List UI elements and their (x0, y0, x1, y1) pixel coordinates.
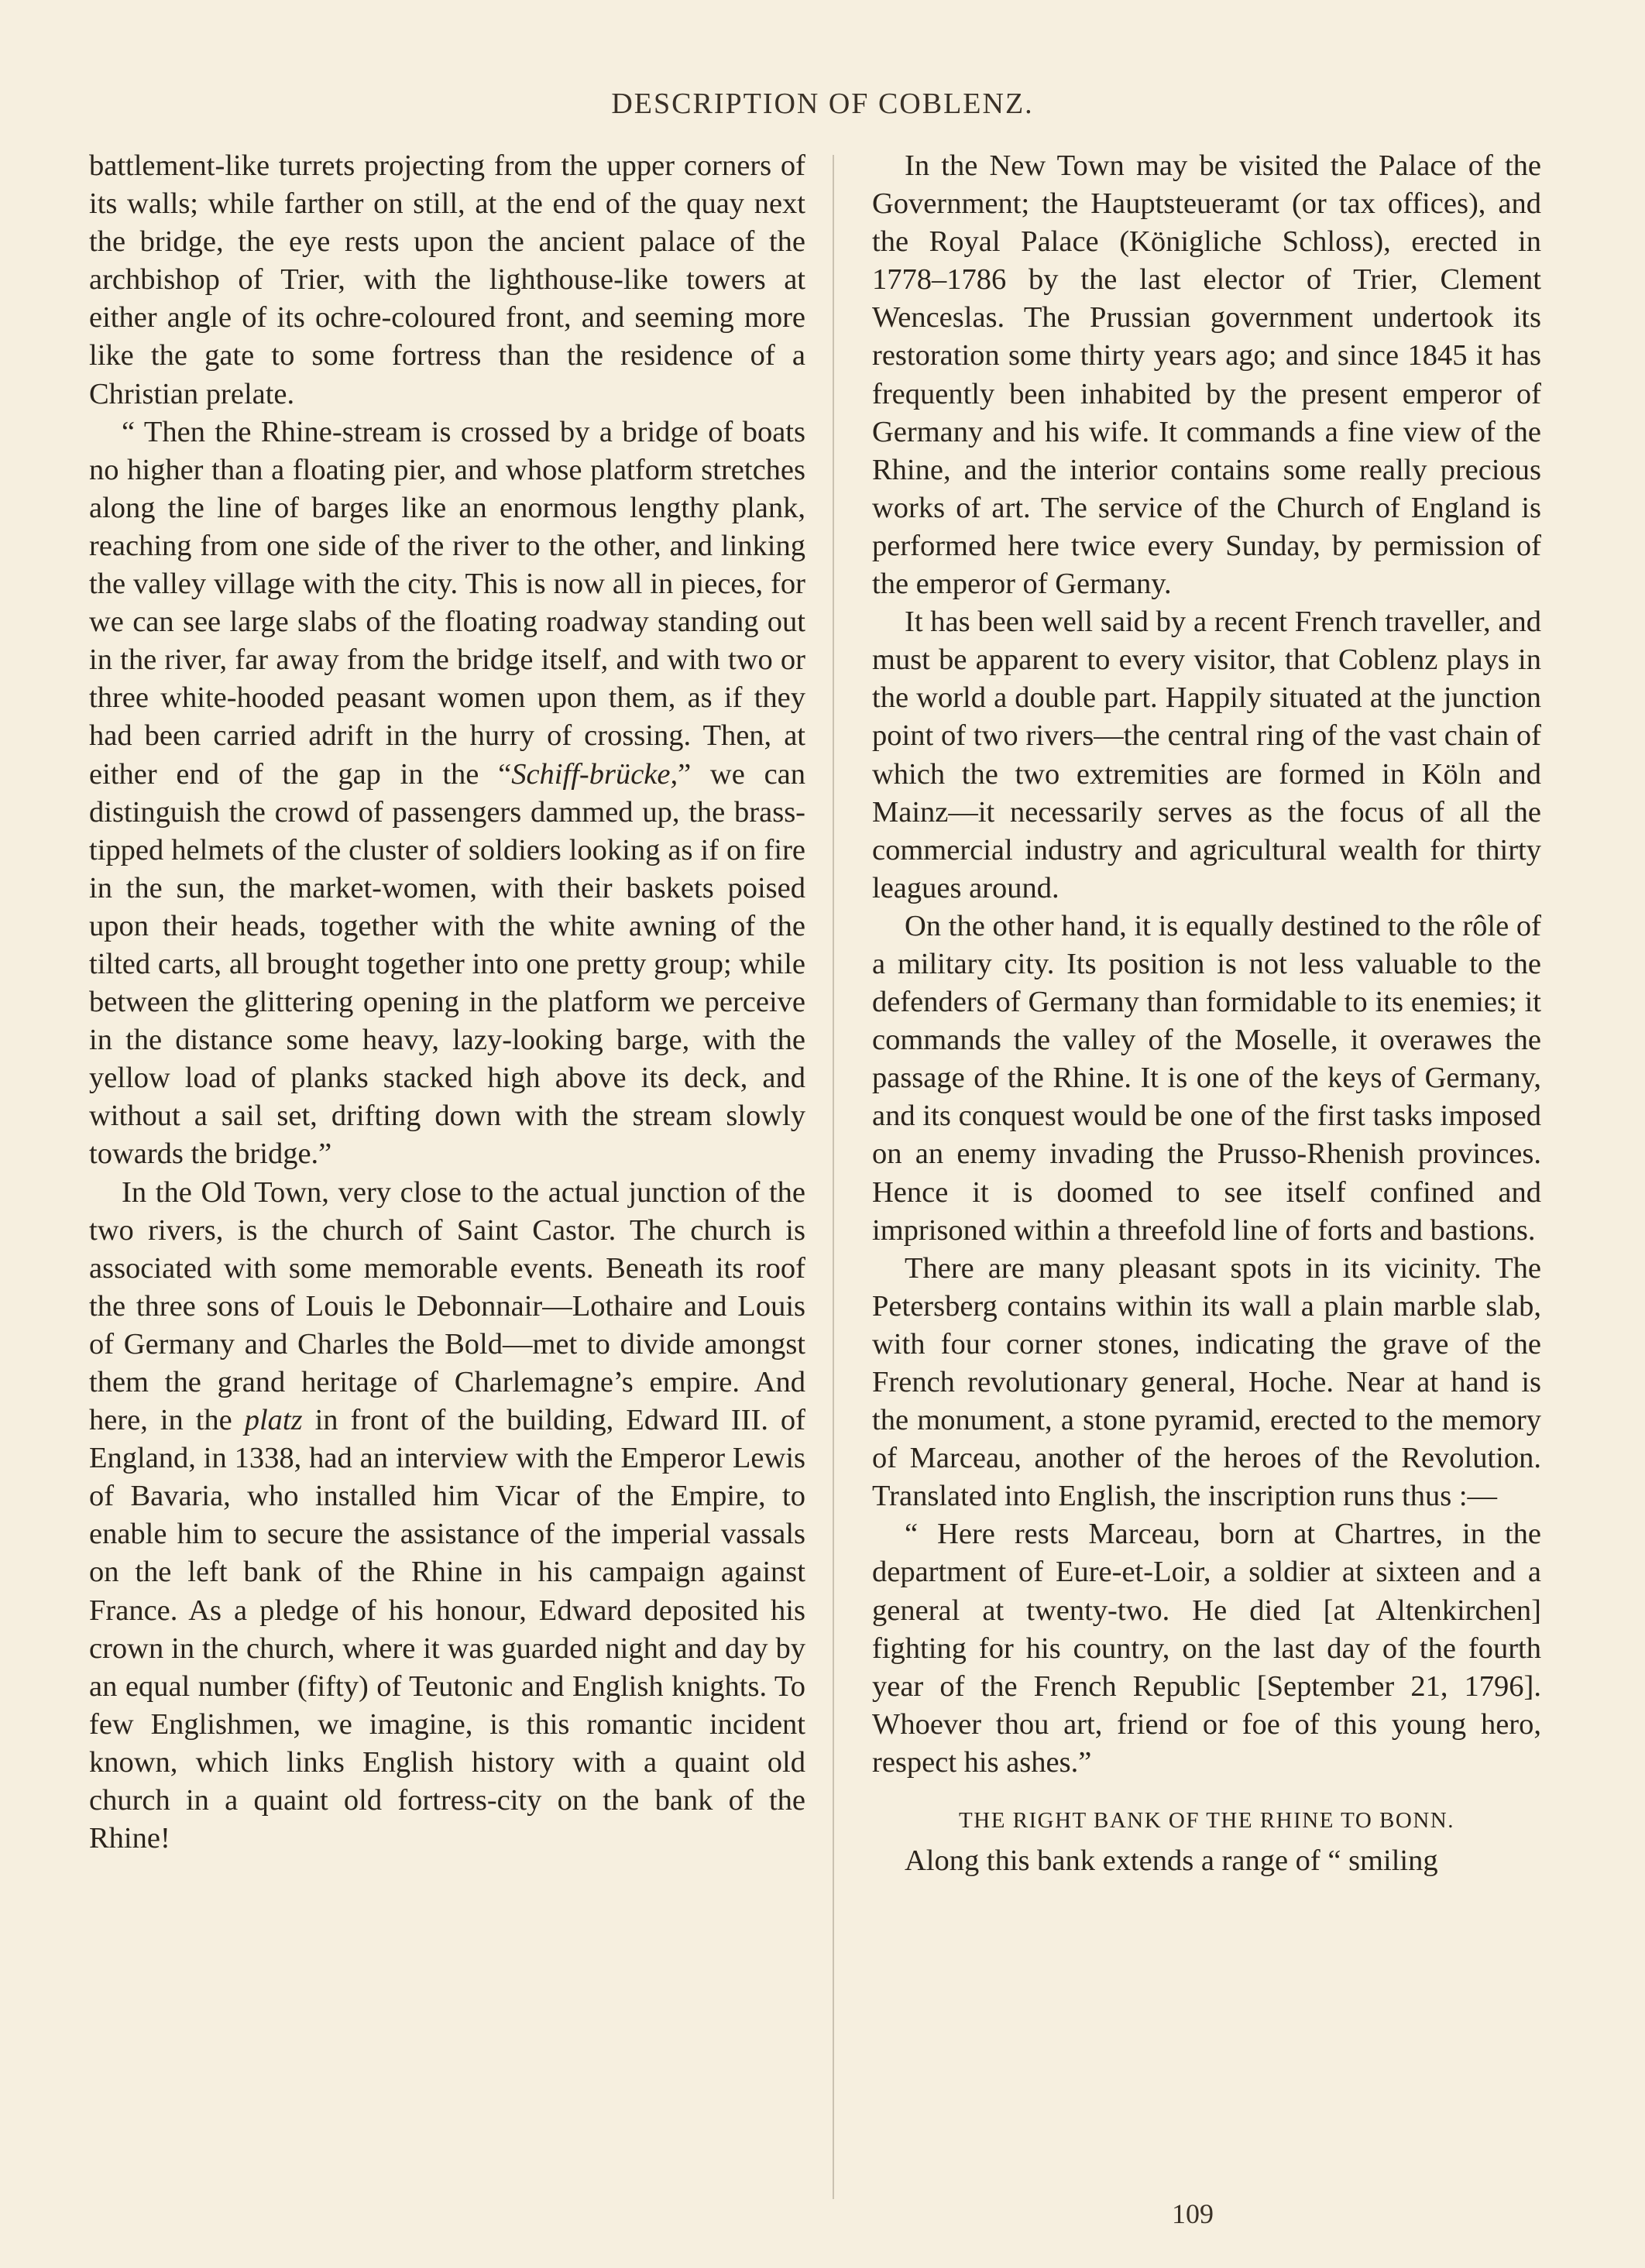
column-rule (833, 155, 834, 2199)
page-number: 109 (1172, 2198, 1214, 2229)
paragraph: “ Here rests Marceau, born at Chartres, in the department of Eure-et-Loir, a soldier at sixteen and a general at twenty-two. He died [at Altenkirchen] fighting for his country, on the last day of the fourth year of the French Republic [September 21, 1796]. Whoever thou art, friend or foe of this young hero, respect his ashes.” (872, 1518, 1541, 1779)
paragraph: battlement-like turrets projecting from the upper corners of its walls; while farther on still, at the end of the quay next the bridge, the eye rests upon the ancient palace of the archbishop of Trier, with the lighthouse-like towers at either angle of its ochre-coloured front, and seeming more like the gate to some fortress than the residence of a Christian prelate. (89, 149, 805, 410)
paragraph: In the New Town may be visited the Palace of the Government; the Hauptsteueramt (or tax offices), and the Royal Palace (Königliche Schloss), erected in 1778–1786 by the last elector of Trier, Clement Wenceslas. The Prussian government undertook its restoration some thirty years ago; and since 1845 it has frequently been inhabited by the present emperor of Germany and his wife. It commands a fine view of the Rhine, and the interior contains some really precious works of art. The service of the Church of England is performed here twice every Sunday, by permission of the emperor of Germany. (872, 149, 1541, 601)
running-head: DESCRIPTION OF COBLENZ. (611, 87, 1034, 120)
paragraph (89, 1174, 805, 1858)
italic-term: platz (244, 1404, 303, 1437)
section-heading: THE RIGHT BANK OF THE RHINE TO BONN. (959, 1808, 1454, 1834)
left-column (89, 147, 805, 1858)
paragraph: There are many pleasant spots in its vicinity. The Petersberg contains within its wall a plain marble slab, with four corner stones, indicating the grave of the French revolutionary general, Hoche. Near at hand is the monument, a stone pyramid, erected to the memory of Marceau, another of the heroes of the Revolution. Translated into English, the inscription runs thus :— (872, 1251, 1541, 1513)
text-run: in front of the building, Edward III. of England, in 1338, had an interview with the Emperor Lewis of Bavaria, who installed him Vicar of the Empire, to enable him to secure the assistance of the imperial vassals on the left bank of the Rhine in his campaign against France. As a pledge of his honour, Edward deposited his crown in the church, where it was guarded night and day by an equal number (fifty) of Teutonic and English knights. To few Englishmen, we imagine, is this romantic incident known, which links English history with a quaint old church in a quaint old fortress-city on the bank of the Rhine! (89, 1404, 805, 1855)
text-run: ” we can distinguish the crowd of passengers dammed up, the brass-tipped helmets of the cluster of soldiers looking as if on fire in the sun, the market-women, with their baskets poised upon their heads, together with the white awning of the tilted carts, all brought together into one pretty group; while between the glittering opening in the platform we perceive in the distance some heavy, lazy-looking barge, with the yellow load of planks stacked high above its deck, and without a sail set, drifting down with the stream slowly towards the bridge.” (89, 757, 805, 1171)
paragraph: On the other hand, it is equally destined to the rôle of a military city. Its position is not less valuable to the defenders of Germany than formidable to its enemies; it commands the valley of the Moselle, it overawes the passage of the Rhine. It is one of the keys of Germany, and its conquest would be one of the first tasks imposed on an enemy invading the Prusso-Rhenish provinces. Hence it is doomed to see itself confined and imprisoned within a threefold line of forts and bastions. (872, 909, 1541, 1247)
text-run: In the Old Town, very close to the actual junction of the two rivers, is the church of Saint Castor. The church is associated with some memorable events. Beneath its roof the three sons of Louis le Debonnair—Lothaire and Louis of Germany and Charles the Bold—met to divide amongst them the grand heritage of Charlemagne’s empire. And here, in the (89, 1175, 805, 1437)
italic-term: Schiff-brücke, (511, 757, 678, 791)
text-run: “ Then the Rhine-stream is crossed by a bridge of boats no higher than a floating pier, and whose platform stretches along the line of barges like an enormous lengthy plank, reaching from one side of the river to the other, and linking the valley village with the city. This is now all in pieces, for we can see large slabs of the floating roadway standing out in the river, far away from the bridge itself, and with two or three white-hooded peasant women upon them, as if they had been carried adrift in the hurry of crossing. Then, at either end of the gap in the “ (89, 415, 805, 791)
paragraph (89, 413, 805, 1174)
paragraph: It has been well said by a recent French traveller, and must be apparent to every visitor, that Coblenz plays in the world a double part. Happily situated at the junction point of two rivers—the central ring of the vast chain of which the two extremities are formed in Köln and Mainz—it necessarily serves as the focus of all the commercial industry and agricultural wealth for thirty leagues around. (872, 606, 1541, 904)
right-column (872, 147, 1541, 1880)
paragraph: Along this bank extends a range of “ smiling (905, 1844, 1438, 1878)
